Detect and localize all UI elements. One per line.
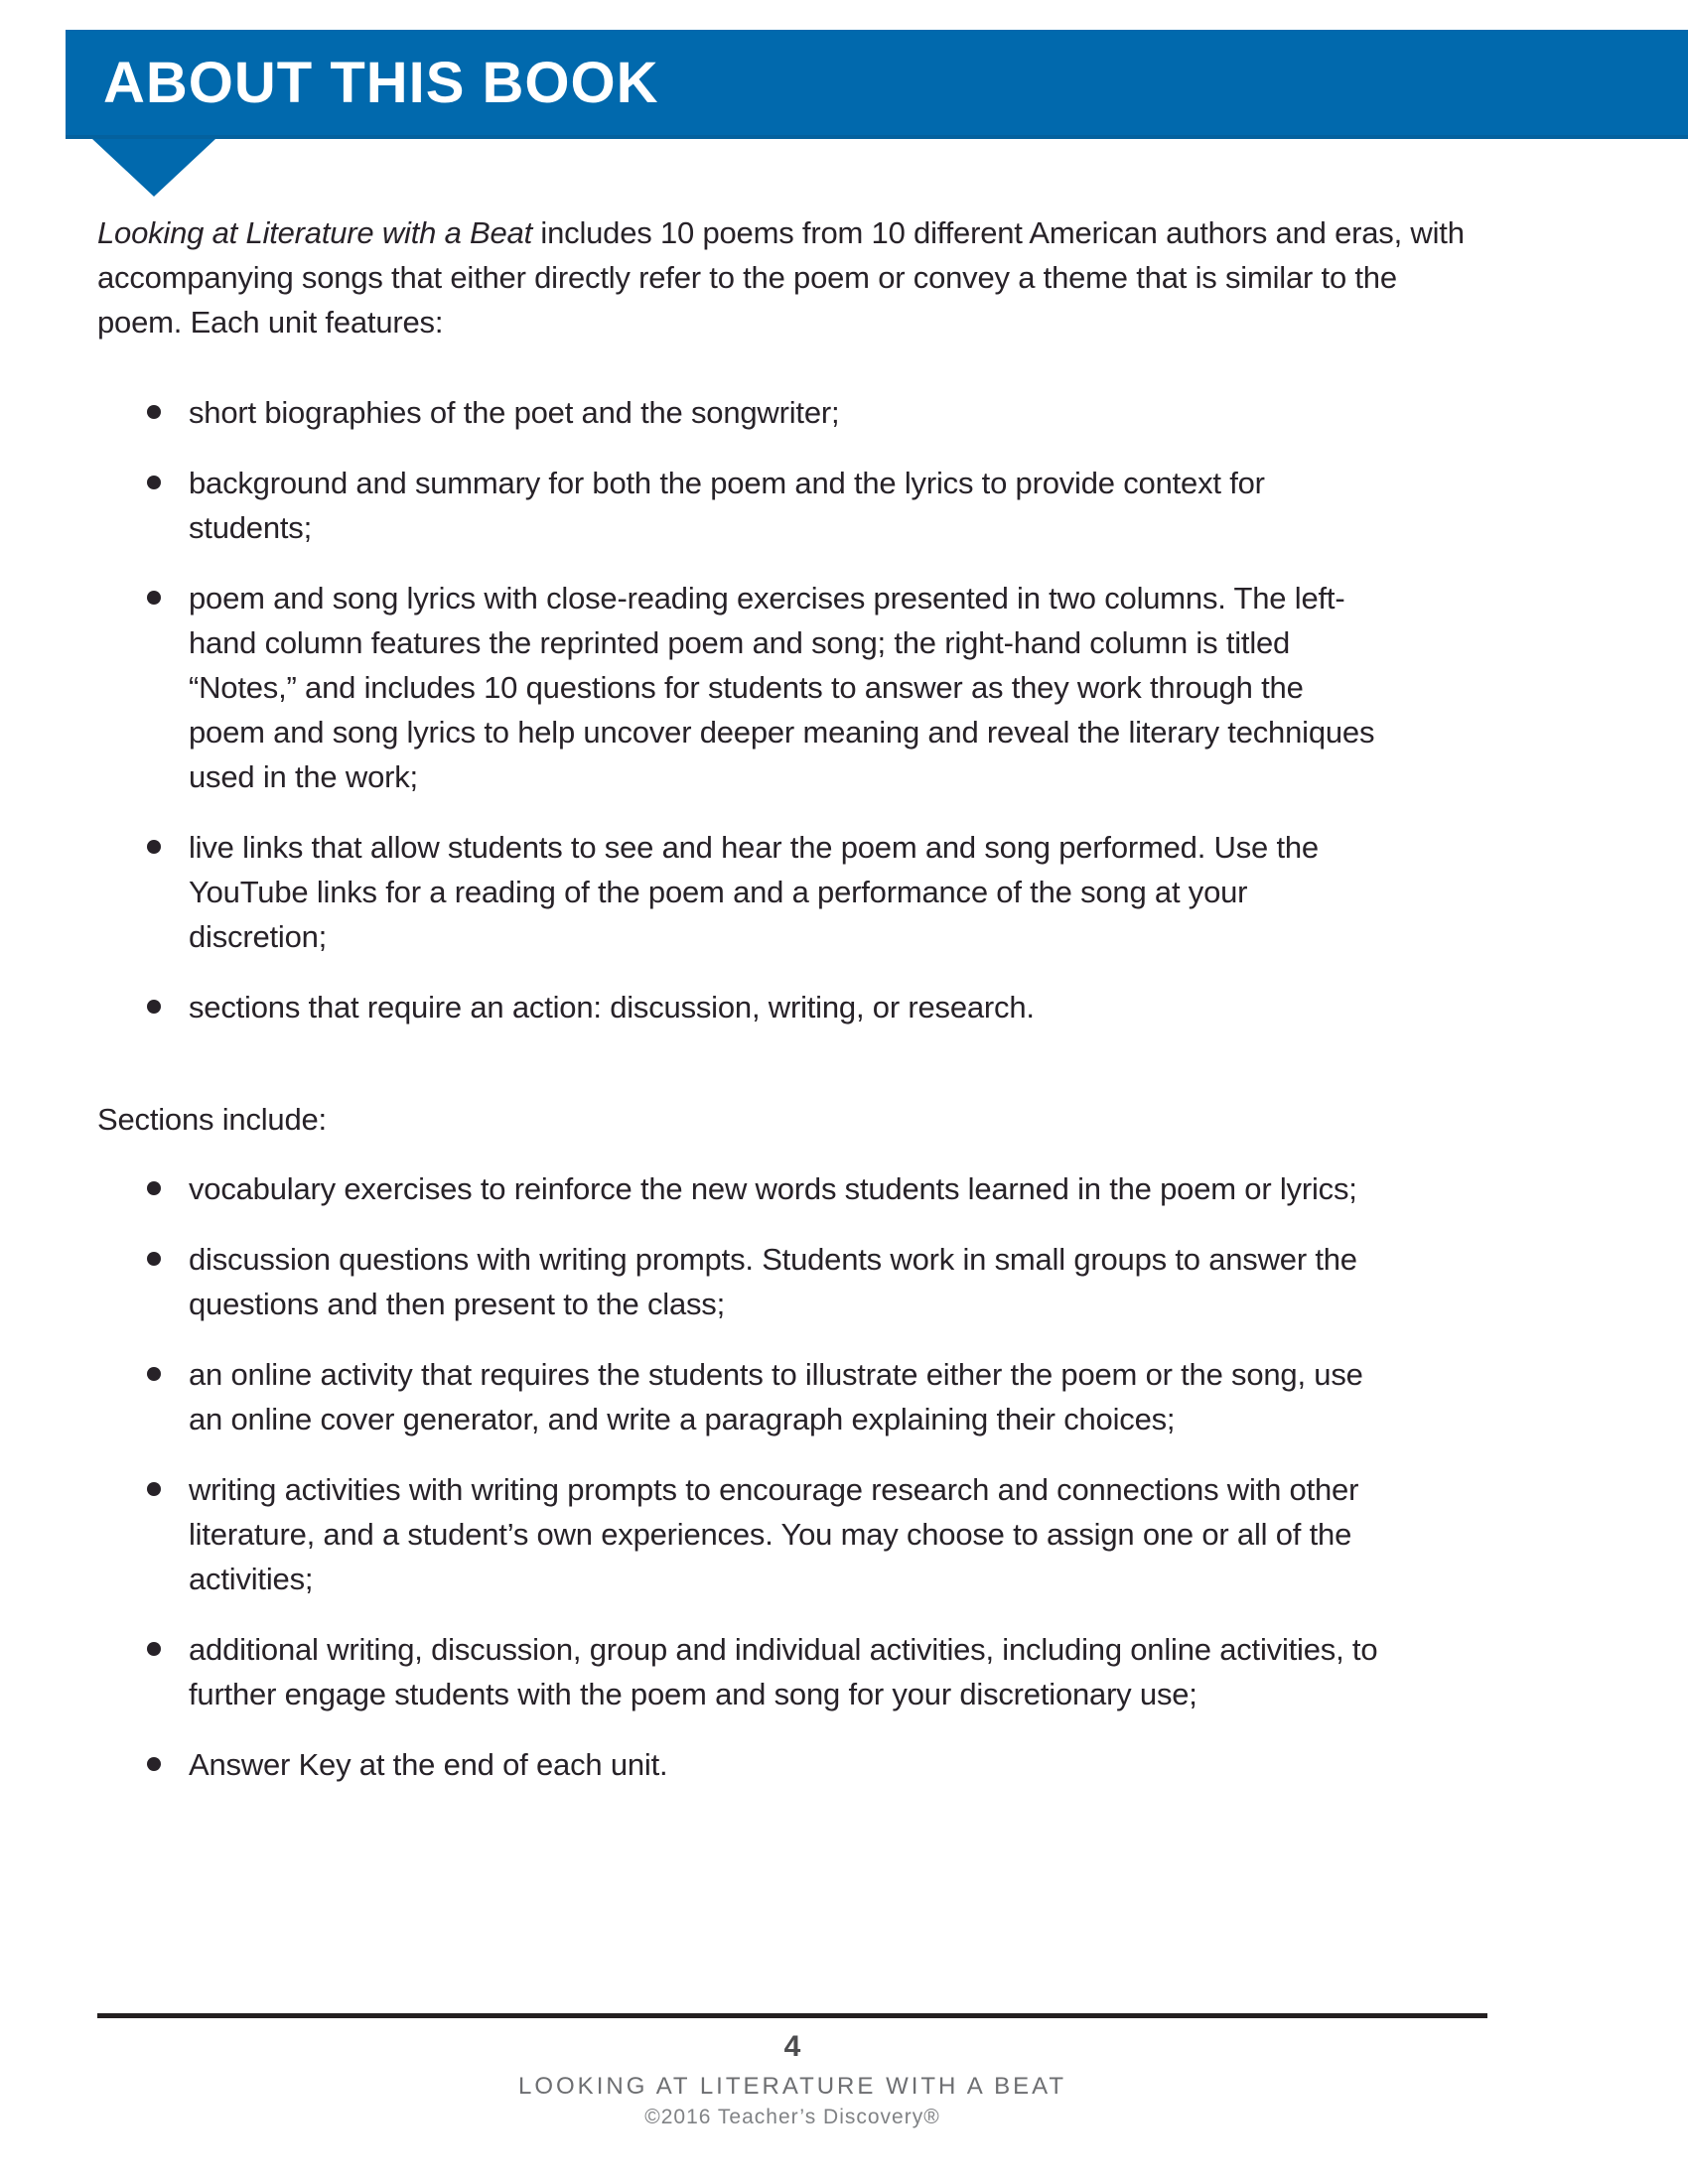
bullet-icon (147, 405, 161, 419)
list-item-text: additional writing, discussion, group and individual activities, including online activities, to further engage students with the poem and song for your discretionary use; (189, 1632, 1378, 1711)
bullet-icon (147, 1181, 161, 1195)
footer-divider (97, 2013, 1487, 2018)
list-item (97, 1742, 1487, 1787)
header-banner (66, 30, 1688, 139)
bullet-icon (147, 1367, 161, 1381)
bullet-icon (147, 1252, 161, 1266)
list-item (97, 1352, 1487, 1441)
footer-copyright: ©2016 Teacher’s Discovery® (644, 2106, 940, 2128)
list-item-text: writing activities with writing prompts to encourage research and connections with other literature, and a student’s own experiences. You may choose to assign one or all of the activities; (189, 1472, 1359, 1596)
list-item (97, 461, 1487, 550)
header-pointer-triangle-icon (92, 139, 215, 197)
footer-book-title: LOOKING AT LITERATURE WITH A BEAT (518, 2073, 1066, 2100)
bullet-icon (147, 1757, 161, 1771)
list-item (97, 1166, 1487, 1211)
intro-text: includes 10 poems from 10 different American authors and eras, with accompanying songs that either directly refer to the poem or convey a theme that is similar to the poem. Each unit features: (97, 215, 1465, 340)
list-item-text: poem and song lyrics with close-reading exercises presented in two columns. The left-hand column features the reprinted poem and song; the right-hand column is titled “Notes,” and includes 10 questions for students to answer as they work through the poem and song lyrics to help uncover deeper meaning and reveal the literary techniques used in the work; (189, 581, 1375, 794)
list-item (97, 1467, 1487, 1601)
list-item-text: Answer Key at the end of each unit. (189, 1747, 668, 1782)
list-item (97, 825, 1487, 959)
list-item-text: an online activity that requires the students to illustrate either the poem or the song, use an online cover generator, and write a paragraph explaining their choices; (189, 1357, 1363, 1436)
list-item-text: vocabulary exercises to reinforce the new words students learned in the poem or lyrics; (189, 1171, 1357, 1206)
bullet-icon (147, 1642, 161, 1656)
intro-paragraph (97, 210, 1487, 344)
unit-features-list (97, 390, 1487, 1029)
page-number: 4 (783, 2030, 801, 2063)
sections-list (97, 1166, 1487, 1787)
bullet-icon (147, 840, 161, 854)
bullet-icon (147, 1000, 161, 1014)
list-item (97, 985, 1487, 1029)
sections-heading: Sections include: (97, 1102, 327, 1137)
page-footer (97, 2013, 1487, 2129)
list-item (97, 390, 1487, 435)
list-item (97, 576, 1487, 799)
list-item (97, 1237, 1487, 1326)
content-column (97, 210, 1487, 1813)
list-item-text: short biographies of the poet and the songwriter; (189, 395, 840, 430)
list-item-text: live links that allow students to see and hear the poem and song performed. Use the YouTube links for a reading of the poem and a performance of the song at your discretion; (189, 830, 1319, 954)
list-item (97, 1627, 1487, 1716)
bullet-icon (147, 591, 161, 605)
list-item-text: background and summary for both the poem and the lyrics to provide context for students; (189, 466, 1265, 545)
book-title-italic: Looking at Literature with a Beat (97, 215, 533, 250)
page-title: ABOUT THIS BOOK (103, 50, 659, 115)
list-item-text: sections that require an action: discussion, writing, or research. (189, 990, 1035, 1024)
list-item-text: discussion questions with writing prompts. Students work in small groups to answer the questions and then present to the class; (189, 1242, 1357, 1321)
bullet-icon (147, 1482, 161, 1496)
bullet-icon (147, 476, 161, 489)
